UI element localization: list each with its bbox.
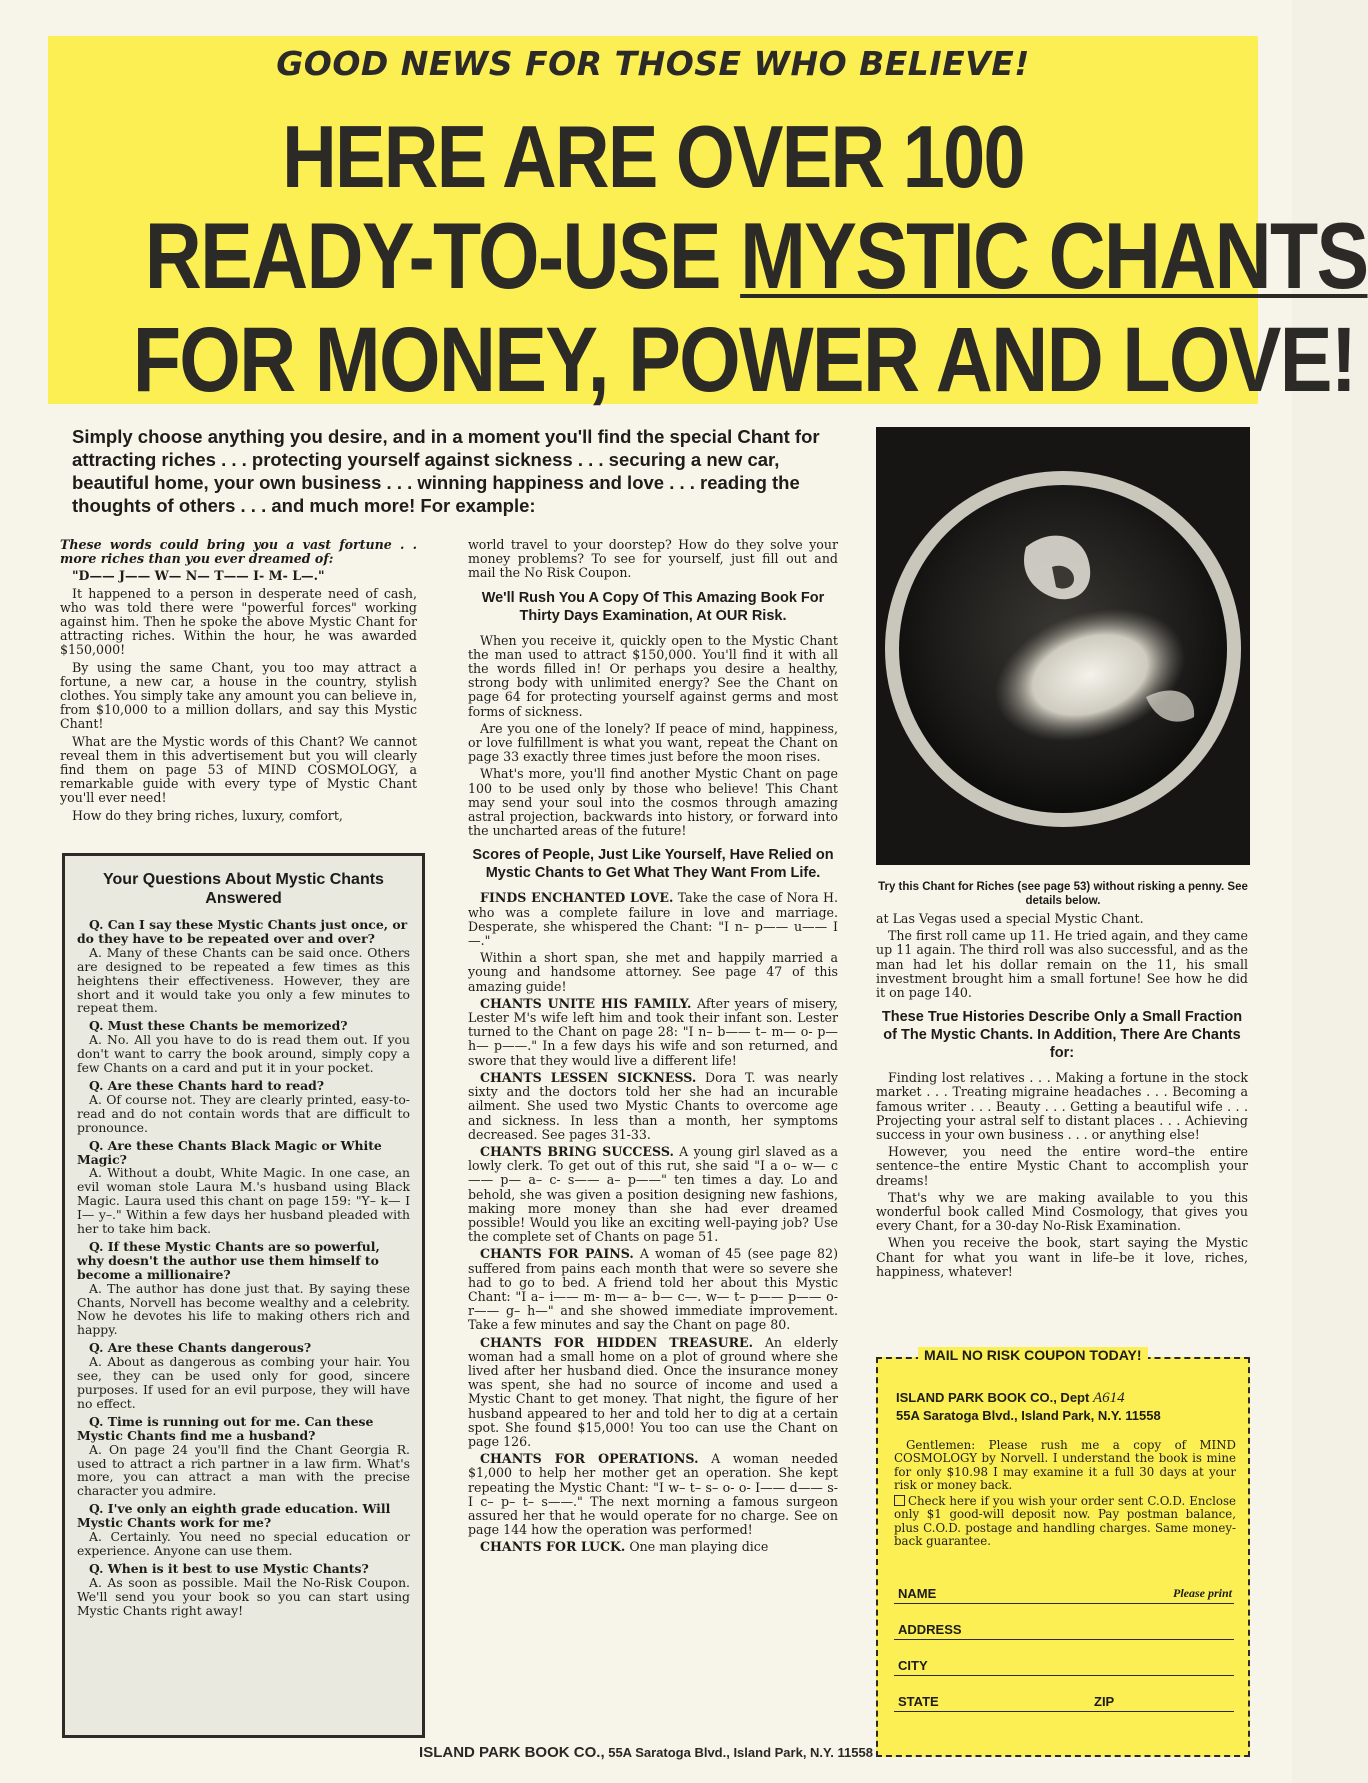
col1-lead: These words could bring you a vast fortune . . more riches than you ever dreamed of: [60,537,417,567]
story-enchanted-love [468,891,838,948]
city-field[interactable] [894,1653,1234,1676]
col2-subhead-scores: Scores of People, Just Like Yourself, Have Relied on Mystic Chants to Get What They Want From Life. [472,847,834,882]
coupon-street: 55A Saratoga Blvd., Island Park, N.Y. 11558 [896,1408,1161,1423]
col3-paragraph: That's why we are making available to you this wonderful book called Mind Cosmology, that gives you every Chant, for a 30-day No-Risk Examination. [876,1189,1248,1234]
footer-address [0,1744,1292,1761]
faq-question: Q. Are these Chants hard to read? [89,1077,325,1093]
headline-line-3: FOR MONEY, POWER AND LOVE! [132,309,1356,411]
faq-answer: A. Many of these Chants can be said once. Others are designed to be repeated a few times as this heightens their effectiveness. However, they are short and it would take you only a few minutes to repeat them. [77,944,410,1016]
story-text: An elderly woman had a small home on a plot of ground where she lived after her husband died. Once the insurance money was spent, she had no source of income and used a Mystic Chant to get money. That night, the figure of her husband appeared to her and told her to dig at a certain spot. She found $15,000! You too can use the Chant on page 126. [468,1334,838,1449]
col2-subhead-rush: We'll Rush You A Copy Of This Amazing Book For Thirty Days Examination, At OUR Risk. [481,589,825,624]
coupon-cod-text: Check here if you wish your order sent C.O.D. Enclose only $1 good-will deposit now. Pay postman balance, plus C.O.D. postage and handling charges. Same money-back guarantee. [894,1494,1236,1549]
faq-question: Q. Can I say these Mystic Chants just once, or do they have to be repeated over and over? [77,917,408,946]
headline-line-1: HERE ARE OVER 100 [282,107,1024,206]
state-zip-field[interactable] [894,1689,1234,1712]
headline-line-2b: MYSTIC CHANTS [740,203,1368,308]
kicker-headline: GOOD NEWS FOR THOSE WHO BELIEVE! [276,44,1030,83]
story-text: Dora T. was nearly sixty and the doctors told her she had an incurable ailment. She used two Mystic Chants to overcome age and sickness. In less than a month, her symptoms decreased. See pages 31-33. [468,1069,838,1142]
zip-label: ZIP [1094,1694,1115,1709]
headline-line-2 [144,202,1368,310]
col3-paragraph: at Las Vegas used a special Mystic Chant. [876,911,1144,926]
coupon-order-text: Gentlemen: Please rush me a copy of MIND COSMOLOGY by Norvell. I understand the book is mine for only $10.98 I may examine it a full 30 days at your risk or money back. [894,1438,1236,1492]
faq-answer: A. On page 24 you'll find the Chant Georgia R. used to attract a rich partner in a law firm. What's more, you can attract a man with the precise character you admire. [77,1441,410,1499]
story-luck [468,1540,838,1554]
story-title: CHANTS UNITE HIS FAMILY. [480,995,692,1011]
col3-subhead: These True Histories Describe Only a Small Fraction of The Mystic Chants. In Addition, There Are Chants for: [881,1009,1243,1062]
col3-paragraph: When you receive the book, start saying the Mystic Chant for what you want in life–be it love, riches, happiness, whatever! [876,1235,1248,1279]
cod-checkbox[interactable] [894,1495,905,1506]
story-text: A young girl slaved as a lowly clerk. To get out of this rut, she said "I a o– w— c—— p— a– c- s—— a– p——" ten times a day. Lo and behold, she was given a position designing new fashions, making more money than she had ever dreamed possible! Would you like an exciting well-paying job? Use the complete set of Chants on page 51. [468,1143,838,1245]
col2-paragraph: world travel to your doorstep? How do they solve your money problems? To see for yourself, just fill out and mail the No Risk Coupon. [468,537,838,581]
faq-question: Q. Are these Chants Black Magic or White Magic? [77,1137,382,1167]
story-title: CHANTS LESSEN SICKNESS. [480,1069,697,1085]
column-3 [876,912,1248,1282]
address-field[interactable] [894,1617,1234,1640]
story-lessen-sickness [468,1071,838,1142]
story-text: Within a short span, she met and happily married a young and handsome attorney. See page 47 of this amazing guide! [468,950,838,994]
name-label: NAME [898,1586,937,1601]
faq-question: Q. Must these Chants be memorized? [89,1018,348,1034]
story-title: CHANTS BRING SUCCESS. [480,1143,674,1159]
story-title: CHANTS FOR HIDDEN TREASURE. [480,1334,754,1350]
col1-paragraph: How do they bring riches, luxury, comfort, [72,807,343,823]
footer-street: 55A Saratoga Blvd., Island Park, N.Y. 11558 [604,1745,873,1760]
coupon-title: MAIL NO RISK COUPON TODAY! [918,1347,1148,1363]
story-title: CHANTS FOR OPERATIONS. [480,1451,699,1467]
headline-line-2a: READY-TO-USE [144,203,741,308]
story-title: CHANTS FOR PAINS. [480,1246,634,1262]
col1-chant: "D—— J—— W— N— T—— I- M- L—." [72,568,325,584]
col3-paragraph: The first roll came up 11. He tried again, and they came up 11 again. The third roll was also successful, and as the man had let his dollar remain on the 11, his small investment brought him a small fortune! See how he did it on page 140. [876,928,1248,1001]
crystal-ball-icon [876,427,1250,865]
faq-question: Q. If these Mystic Chants are so powerful, why doesn't the author use them himself to become a millionaire? [77,1238,380,1282]
story-unite-family [468,997,838,1068]
faq-list [77,918,410,1618]
story-text: A woman of 45 (see page 82) suffered from pains each month that were so severe she had to go to bed. A friend told her about this Mystic Chant: "I a– i—— m- m— a– b— c—. w— t– p—— p—— o- r—— g– h—" and she showed immediate improvement. Take a few minutes and say the Chant on page 80. [468,1246,838,1333]
story-text: Take the case of Nora H. who was a complete failure in love and marriage. Desperate, she whispered the Chant: "I n– p—— u—— I—." [468,890,838,949]
faq-answer: A. Without a doubt, White Magic. In one case, an evil woman stole Laura M.'s husband using Black Magic. Laura used this chant on page 159: "Y– k— I I— y–." Within a few days her husband pleaded with her to take him back. [77,1165,410,1237]
col1-paragraph: By using the same Chant, you too may attract a fortune, a new car, a house in the country, stylish clothes. You simply take any amount you can believe in, from $10,000 to a million dollars, and say this Mystic Chant! [60,659,417,732]
coupon-address [896,1389,1236,1424]
name-field[interactable] [894,1581,1234,1604]
col3-paragraph: Finding lost relatives . . . Making a fortune in the stock market . . . Treating migraine headaches . . . Becoming a famous writer . . . Beauty . . . Getting a beautiful wife . . . Projecting your astral self to distant places . . . Achieving success in your own business . . . or anything else! [876,1070,1248,1143]
story-operations [468,1452,838,1537]
faq-title: Your Questions About Mystic Chants Answered [103,871,384,907]
headline-banner [48,36,1368,411]
faq-answer: A. The author has done just that. By saying these Chants, Norvell has become wealthy and a celebrity. Now he devotes his life to making others rich and happy. [77,1280,410,1338]
story-title: FINDS ENCHANTED LOVE. [480,890,674,906]
photo-caption: Try this Chant for Riches (see page 53) without risking a penny. See details below. [878,881,1248,907]
col2-paragraph: Are you one of the lonely? If peace of mind, happiness, or love fulfillment is what you want, repeat the Chant on page 33 exactly three times just before the moon rises. [468,720,838,765]
city-label: CITY [898,1658,928,1673]
faq-question: Q. Time is running out for me. Can these Mystic Chants find me a husband? [77,1413,374,1443]
faq-question: Q. Are these Chants dangerous? [89,1340,312,1356]
col1-paragraph: What are the Mystic words of this Chant? We cannot reveal them in this advertisement but you will clearly find them on page 53 of MIND COSMOLOGY, a remarkable guide with every type of Mystic Chant you'll ever need! [60,733,417,806]
story-hidden-treasure [468,1336,838,1450]
column-2 [468,538,838,1558]
story-text: One man playing dice [625,1539,769,1555]
col1-paragraph: It happened to a person in desperate need of cash, who was told there were "powerful forces" working against him. Then he spoke the above Mystic Chant for attracting riches. Within the hour, he was awarded $150,000! [60,585,417,658]
coupon-body [894,1439,1236,1551]
col2-paragraph: What's more, you'll find another Mystic Chant on page 100 to be used only by those who believe! This Chant may send your soul into the cosmos through amazing astral projection, backwards into history, or forward into the uncharted areas of the future! [468,766,838,839]
crystal-ball-photo [876,427,1250,865]
intro-paragraph: Simply choose anything you desire, and in a moment you'll find the special Chant for attracting riches . . . protecting yourself against sickness . . . securing a new car, beautiful home, your own business . . . winning happiness and love . . . reading the thoughts of others . . . and much more! For example: [72,426,820,516]
coupon-cod-option[interactable] [894,1495,1236,1548]
coupon-dept: A614 [1092,1390,1125,1406]
faq-question: Q. I've only an eighth grade education. Will Mystic Chants work for me? [77,1501,391,1531]
faq-box [62,853,425,1738]
order-coupon[interactable] [876,1347,1250,1757]
state-label: STATE [898,1694,939,1709]
address-label: ADDRESS [898,1622,962,1637]
faq-answer: A. No. All you have to do is read them out. If you don't want to carry the book around, simply copy a few Chants on a card and put it in your pocket. [77,1032,410,1076]
col3-paragraph: However, you need the entire word–the entire sentence–the entire Mystic Chant to accomplish your dreams! [876,1144,1248,1188]
faq-question: Q. When is it best to use Mystic Chants? [89,1560,369,1576]
story-text: A woman needed $1,000 to help her mother get an operation. She kept repeating the Mystic Chant: "I w– t– s– o- o- I—— d—— s- I c– p– t– s——." The next morning a famous surgeon assured her that he would operate for no charge. See on page 144 how the operation was performed! [468,1451,839,1538]
faq-answer: A. As soon as possible. Mail the No-Risk Coupon. We'll send you your book so you can start using Mystic Chants right away! [77,1574,410,1618]
faq-answer: A. Certainly. You need no special education or experience. Anyone can use them. [77,1529,410,1558]
story-title: CHANTS FOR LUCK. [480,1539,626,1555]
story-pains [468,1247,838,1332]
story-text: After years of misery, Lester M's wife left him and took their infant son. Lester turned to the Chant on page 28: "I n– b—— t– m— o- p— h— p——." In a few days his wife and son returned, and swore that they would live a different life! [468,995,839,1068]
please-print-note: Please print [1173,1586,1232,1600]
coupon-company: ISLAND PARK BOOK CO., Dept [896,1390,1090,1405]
faq-answer: A. About as dangerous as combing your hair. You see, they can be used only for good, sincere purposes. If used for an evil purpose, they will have no effect. [77,1354,410,1411]
footer-company: ISLAND PARK BOOK CO., [419,1744,605,1761]
col2-paragraph: When you receive it, quickly open to the Mystic Chant the man used to attract $150,000. You'll find it with all the words filled in! Or perhaps you desire a healthy, strong body with unlimited energy? See the Chant on page 64 for protecting yourself against germs and most forms of sickness. [468,632,838,719]
column-1 [60,538,417,826]
story-bring-success [468,1145,838,1244]
faq-answer: A. Of course not. They are clearly printed, easy-to-read and do not contain words that are difficult to pronounce. [77,1091,410,1135]
